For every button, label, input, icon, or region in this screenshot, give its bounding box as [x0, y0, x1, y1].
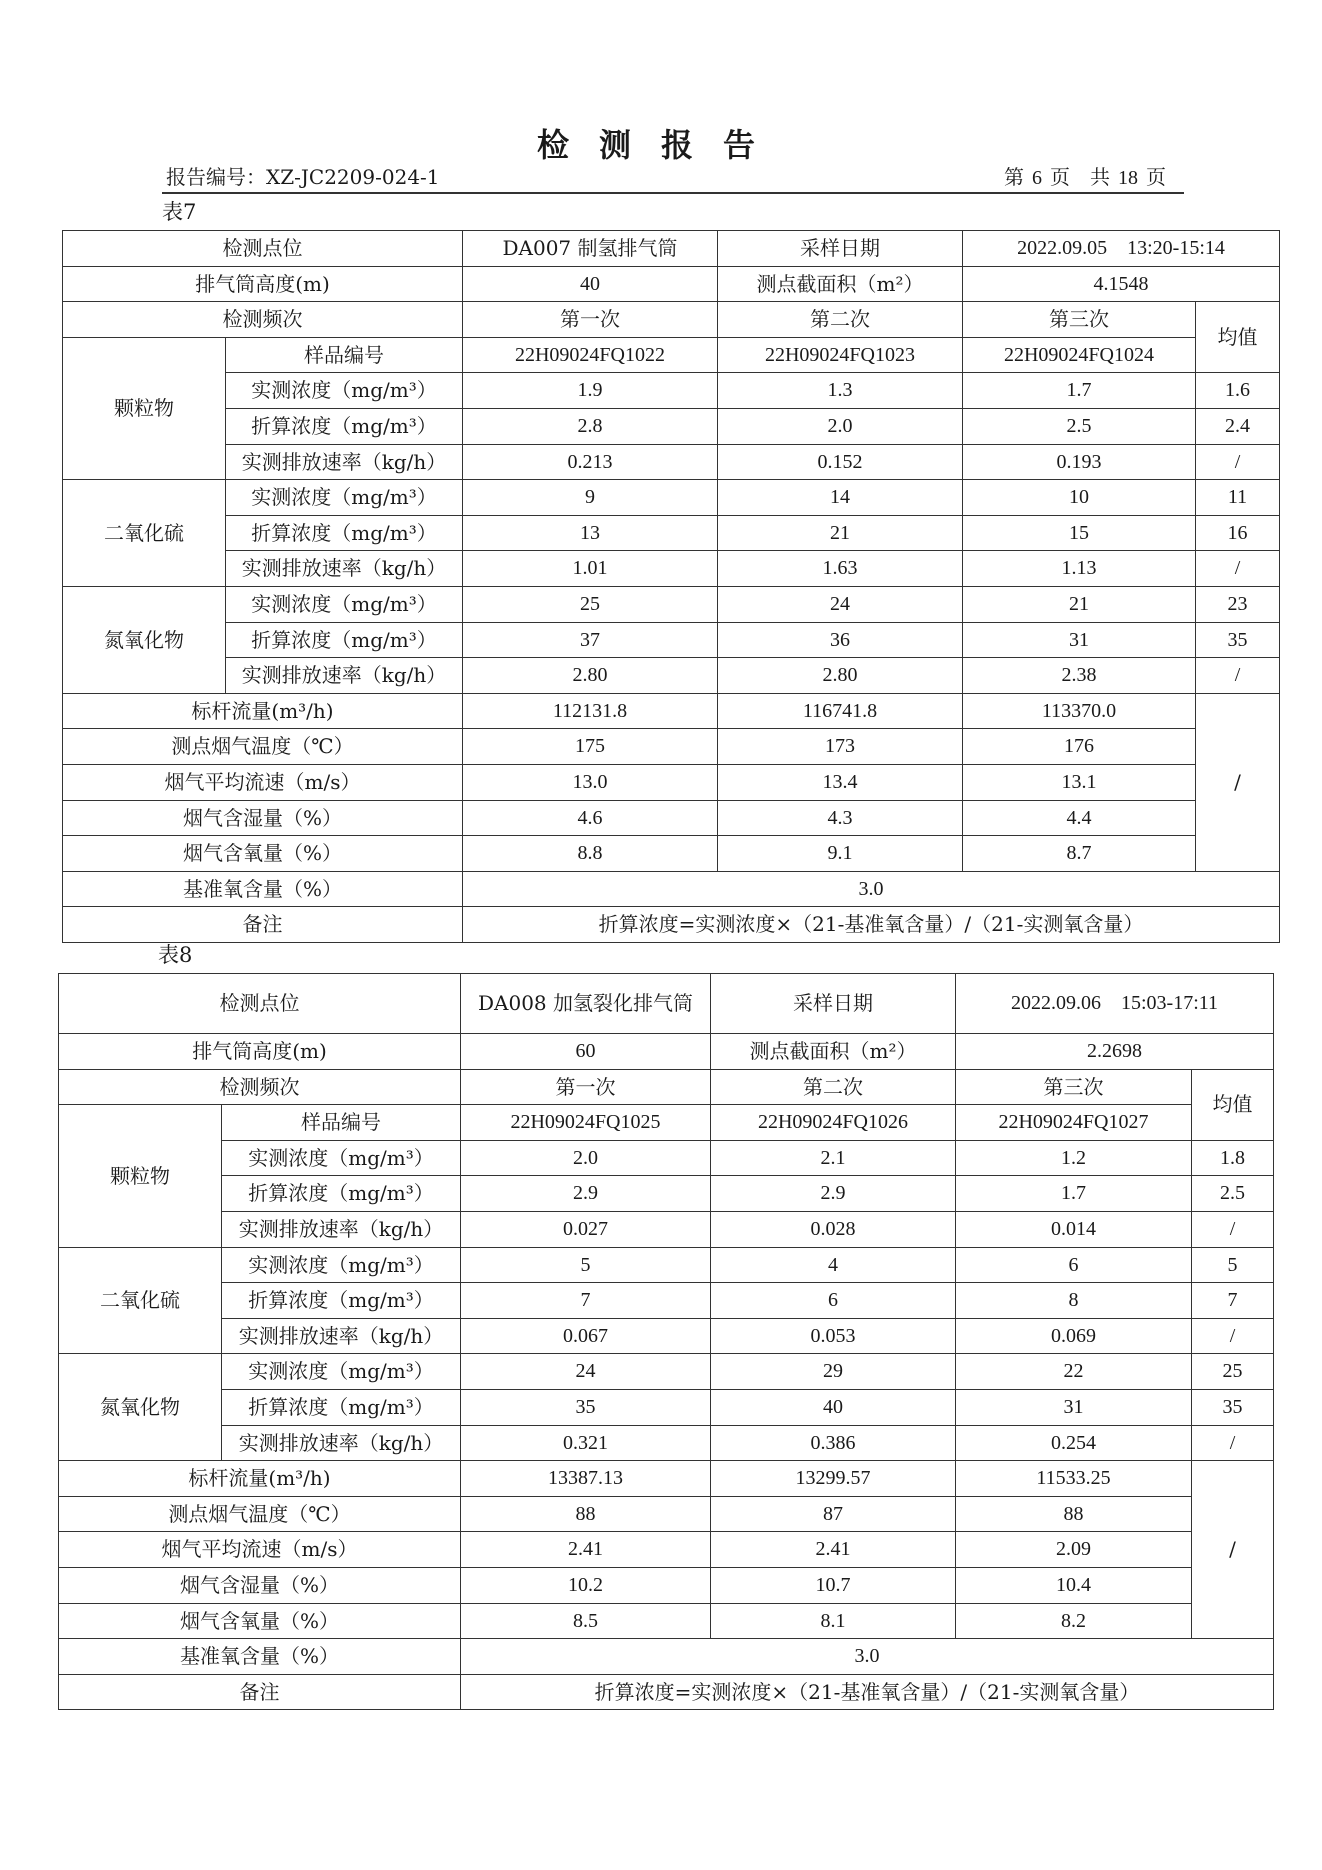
- table-row: [63, 907, 1280, 943]
- area-value: 4.1548: [963, 266, 1280, 302]
- value-cell: 1.9: [463, 373, 718, 409]
- label-cell: 第一次: [463, 302, 718, 338]
- avg-cell: /: [1196, 444, 1280, 480]
- table-row: [63, 658, 1280, 694]
- area-value: 2.2698: [956, 1034, 1274, 1070]
- label-cell: 折算浓度（mg/m³）: [222, 1176, 461, 1212]
- value-cell: 21: [963, 586, 1196, 622]
- label-cell: 测点截面积（m²）: [718, 266, 963, 302]
- table-row: [59, 1567, 1274, 1603]
- table-row: [63, 515, 1280, 551]
- label-cell: 实测浓度（mg/m³）: [226, 586, 463, 622]
- date-value: 2022.09.05 13:20-15:14: [963, 231, 1280, 267]
- table-row: [59, 1461, 1274, 1497]
- avg-cell: 5: [1192, 1247, 1274, 1283]
- value-cell: 2.5: [963, 408, 1196, 444]
- table-row: [59, 1105, 1274, 1141]
- label-cell: 备注: [63, 907, 463, 943]
- value-cell: 13.0: [463, 764, 718, 800]
- value-cell: 0.193: [963, 444, 1196, 480]
- label-cell: 烟气平均流速（m/s）: [63, 764, 463, 800]
- avg-cell: 2.5: [1192, 1176, 1274, 1212]
- avg-cell: 7: [1192, 1283, 1274, 1319]
- value-cell: 2.0: [461, 1140, 711, 1176]
- table-row: [63, 551, 1280, 587]
- value-cell: 9: [463, 480, 718, 516]
- value-cell: 2.41: [461, 1532, 711, 1568]
- label-cell: 检测点位: [59, 974, 461, 1034]
- label-cell: 实测排放速率（kg/h）: [226, 658, 463, 694]
- page-total: 18: [1118, 167, 1138, 189]
- label-cell: 基准氧含量（%）: [63, 871, 463, 907]
- table-row: [59, 1283, 1274, 1319]
- group-label: 二氧化硫: [59, 1247, 222, 1354]
- table-row: [63, 693, 1280, 729]
- avg-cell: /: [1192, 1318, 1274, 1354]
- table-row: [63, 231, 1280, 267]
- value-cell: 24: [461, 1354, 711, 1390]
- label-cell: 折算浓度（mg/m³）: [222, 1283, 461, 1319]
- value-cell: 2.8: [463, 408, 718, 444]
- page-prefix: 第: [1004, 165, 1024, 189]
- value-cell: 0.069: [956, 1318, 1192, 1354]
- table-8: [58, 973, 1274, 1710]
- value-cell: 1.3: [718, 373, 963, 409]
- value-cell: 31: [963, 622, 1196, 658]
- sample-no: 22H09024FQ1024: [963, 337, 1196, 373]
- value-cell: 88: [956, 1496, 1192, 1532]
- label-cell: 检测点位: [63, 231, 463, 267]
- table-row: [63, 444, 1280, 480]
- ref-oxygen-value: 3.0: [463, 871, 1280, 907]
- avg-cell: 16: [1196, 515, 1280, 551]
- table-7-label: 表7: [162, 200, 197, 224]
- value-cell: 4: [711, 1247, 956, 1283]
- value-cell: 40: [711, 1389, 956, 1425]
- value-cell: 24: [718, 586, 963, 622]
- label-cell: 折算浓度（mg/m³）: [226, 622, 463, 658]
- table-row: [63, 622, 1280, 658]
- label-cell: 检测频次: [63, 302, 463, 338]
- label-cell: 实测排放速率（kg/h）: [222, 1211, 461, 1247]
- table-row: [59, 1354, 1274, 1390]
- label-cell: 测点截面积（m²）: [711, 1034, 956, 1070]
- value-cell: 0.067: [461, 1318, 711, 1354]
- label-cell: 烟气平均流速（m/s）: [59, 1532, 461, 1568]
- value-cell: 13.4: [718, 764, 963, 800]
- value-cell: 7: [461, 1283, 711, 1319]
- value-cell: 22: [956, 1354, 1192, 1390]
- value-cell: 2.80: [463, 658, 718, 694]
- table-row: [63, 836, 1280, 872]
- table-row: [63, 586, 1280, 622]
- table-row: [63, 302, 1280, 338]
- value-cell: 10: [963, 480, 1196, 516]
- value-cell: 4.4: [963, 800, 1196, 836]
- value-cell: 1.01: [463, 551, 718, 587]
- table-7: [62, 230, 1280, 943]
- label-cell: 折算浓度（mg/m³）: [222, 1389, 461, 1425]
- value-cell: 2.9: [711, 1176, 956, 1212]
- sample-no: 22H09024FQ1023: [718, 337, 963, 373]
- slash-cell: /: [1196, 693, 1280, 871]
- label-cell: 采样日期: [718, 231, 963, 267]
- value-cell: 1.7: [956, 1176, 1192, 1212]
- value-cell: 6: [956, 1247, 1192, 1283]
- label-cell: 第三次: [963, 302, 1196, 338]
- avg-cell: 11: [1196, 480, 1280, 516]
- value-cell: 14: [718, 480, 963, 516]
- group-label: 二氧化硫: [63, 480, 226, 587]
- label-cell: 均值: [1192, 1069, 1274, 1140]
- value-cell: 2.80: [718, 658, 963, 694]
- value-cell: 0.028: [711, 1211, 956, 1247]
- avg-cell: /: [1192, 1425, 1274, 1461]
- value-cell: 36: [718, 622, 963, 658]
- table-row: [59, 1425, 1274, 1461]
- value-cell: 13: [463, 515, 718, 551]
- table-row: [59, 1496, 1274, 1532]
- value-cell: 4.6: [463, 800, 718, 836]
- label-cell: 样品编号: [222, 1105, 461, 1141]
- group-label: 颗粒物: [59, 1105, 222, 1247]
- label-cell: 实测排放速率（kg/h）: [222, 1425, 461, 1461]
- table-row: [63, 408, 1280, 444]
- date-value: 2022.09.06 15:03-17:11: [956, 974, 1274, 1034]
- label-cell: 第二次: [711, 1069, 956, 1105]
- value-cell: 2.38: [963, 658, 1196, 694]
- value-cell: 2.0: [718, 408, 963, 444]
- table-row: [59, 1176, 1274, 1212]
- label-cell: 测点烟气温度（℃）: [63, 729, 463, 765]
- value-cell: 113370.0: [963, 693, 1196, 729]
- value-cell: 10.7: [711, 1567, 956, 1603]
- value-cell: 0.386: [711, 1425, 956, 1461]
- value-cell: 0.213: [463, 444, 718, 480]
- avg-cell: 1.8: [1192, 1140, 1274, 1176]
- point-value: DA007 制氢排气筒: [463, 231, 718, 267]
- label-cell: 均值: [1196, 302, 1280, 373]
- label-cell: 折算浓度（mg/m³）: [226, 515, 463, 551]
- table-row: [59, 1069, 1274, 1105]
- avg-cell: /: [1196, 551, 1280, 587]
- report-title: 检测报告: [536, 126, 785, 164]
- sample-no: 22H09024FQ1025: [461, 1105, 711, 1141]
- table-row: [59, 974, 1274, 1034]
- table-row: [59, 1211, 1274, 1247]
- label-cell: 折算浓度（mg/m³）: [226, 408, 463, 444]
- label-cell: 实测浓度（mg/m³）: [226, 373, 463, 409]
- label-cell: 备注: [59, 1674, 461, 1710]
- value-cell: 116741.8: [718, 693, 963, 729]
- value-cell: 8.7: [963, 836, 1196, 872]
- table-row: [63, 373, 1280, 409]
- value-cell: 0.254: [956, 1425, 1192, 1461]
- group-label: 氮氧化物: [63, 586, 226, 693]
- table-row: [63, 480, 1280, 516]
- page-number: 6: [1032, 167, 1042, 189]
- label-cell: 排气筒高度(m): [59, 1034, 461, 1070]
- value-cell: 25: [463, 586, 718, 622]
- sample-no: 22H09024FQ1026: [711, 1105, 956, 1141]
- value-cell: 1.7: [963, 373, 1196, 409]
- report-header: [162, 162, 1184, 194]
- label-cell: 实测排放速率（kg/h）: [226, 444, 463, 480]
- value-cell: 1.2: [956, 1140, 1192, 1176]
- label-cell: 实测排放速率（kg/h）: [222, 1318, 461, 1354]
- table-row: [59, 1674, 1274, 1710]
- value-cell: 112131.8: [463, 693, 718, 729]
- label-cell: 烟气含氧量（%）: [63, 836, 463, 872]
- label-cell: 排气筒高度(m): [63, 266, 463, 302]
- table-row: [59, 1318, 1274, 1354]
- table-row: [63, 337, 1280, 373]
- table-row: [63, 729, 1280, 765]
- value-cell: 1.13: [963, 551, 1196, 587]
- label-cell: 实测浓度（mg/m³）: [226, 480, 463, 516]
- remark-value: 折算浓度=实测浓度×（21-基准氧含量）/（21-实测氧含量）: [463, 907, 1280, 943]
- value-cell: 0.053: [711, 1318, 956, 1354]
- label-cell: 实测排放速率（kg/h）: [226, 551, 463, 587]
- label-cell: 检测频次: [59, 1069, 461, 1105]
- slash-cell: /: [1192, 1461, 1274, 1639]
- value-cell: 0.152: [718, 444, 963, 480]
- value-cell: 8.5: [461, 1603, 711, 1639]
- value-cell: 0.321: [461, 1425, 711, 1461]
- value-cell: 37: [463, 622, 718, 658]
- sample-no: 22H09024FQ1027: [956, 1105, 1192, 1141]
- page-indicator: [1000, 161, 1170, 190]
- height-value: 60: [461, 1034, 711, 1070]
- value-cell: 9.1: [718, 836, 963, 872]
- label-cell: 采样日期: [711, 974, 956, 1034]
- label-cell: 实测浓度（mg/m³）: [222, 1354, 461, 1390]
- value-cell: 10.2: [461, 1567, 711, 1603]
- table-row: [59, 1034, 1274, 1070]
- group-label: 颗粒物: [63, 337, 226, 479]
- table-row: [63, 800, 1280, 836]
- value-cell: 5: [461, 1247, 711, 1283]
- table-row: [59, 1247, 1274, 1283]
- value-cell: 8.1: [711, 1603, 956, 1639]
- table-8-label: 表8: [158, 943, 193, 967]
- sample-no: 22H09024FQ1022: [463, 337, 718, 373]
- value-cell: 176: [963, 729, 1196, 765]
- label-cell: 实测浓度（mg/m³）: [222, 1247, 461, 1283]
- value-cell: 13.1: [963, 764, 1196, 800]
- label-cell: 测点烟气温度（℃）: [59, 1496, 461, 1532]
- label-cell: 第二次: [718, 302, 963, 338]
- value-cell: 173: [718, 729, 963, 765]
- ref-oxygen-value: 3.0: [461, 1639, 1274, 1675]
- value-cell: 2.41: [711, 1532, 956, 1568]
- avg-cell: 35: [1196, 622, 1280, 658]
- value-cell: 29: [711, 1354, 956, 1390]
- label-cell: 标杆流量(m³/h): [63, 693, 463, 729]
- avg-cell: /: [1192, 1211, 1274, 1247]
- value-cell: 8.8: [463, 836, 718, 872]
- value-cell: 2.09: [956, 1532, 1192, 1568]
- label-cell: 烟气含湿量（%）: [63, 800, 463, 836]
- value-cell: 13387.13: [461, 1461, 711, 1497]
- value-cell: 87: [711, 1496, 956, 1532]
- value-cell: 8: [956, 1283, 1192, 1319]
- label-cell: 样品编号: [226, 337, 463, 373]
- height-value: 40: [463, 266, 718, 302]
- avg-cell: 2.4: [1196, 408, 1280, 444]
- table-row: [59, 1639, 1274, 1675]
- value-cell: 8.2: [956, 1603, 1192, 1639]
- avg-cell: 25: [1192, 1354, 1274, 1390]
- value-cell: 0.014: [956, 1211, 1192, 1247]
- value-cell: 4.3: [718, 800, 963, 836]
- report-number: 报告编号：XZ-JC2209-024-1: [166, 165, 440, 189]
- value-cell: 21: [718, 515, 963, 551]
- label-cell: 烟气含湿量（%）: [59, 1567, 461, 1603]
- remark-value: 折算浓度=实测浓度×（21-基准氧含量）/（21-实测氧含量）: [461, 1674, 1274, 1710]
- table-row: [63, 764, 1280, 800]
- table-row: [59, 1532, 1274, 1568]
- avg-cell: /: [1196, 658, 1280, 694]
- table-row: [63, 871, 1280, 907]
- page-mid: 页 共: [1050, 165, 1110, 189]
- value-cell: 11533.25: [956, 1461, 1192, 1497]
- table-row: [59, 1603, 1274, 1639]
- label-cell: 基准氧含量（%）: [59, 1639, 461, 1675]
- value-cell: 10.4: [956, 1567, 1192, 1603]
- label-cell: 实测浓度（mg/m³）: [222, 1140, 461, 1176]
- table-row: [59, 1389, 1274, 1425]
- page-suffix: 页: [1146, 165, 1166, 189]
- value-cell: 6: [711, 1283, 956, 1319]
- label-cell: 第三次: [956, 1069, 1192, 1105]
- value-cell: 175: [463, 729, 718, 765]
- value-cell: 2.1: [711, 1140, 956, 1176]
- group-label: 氮氧化物: [59, 1354, 222, 1461]
- avg-cell: 35: [1192, 1389, 1274, 1425]
- table-row: [63, 266, 1280, 302]
- avg-cell: 1.6: [1196, 373, 1280, 409]
- value-cell: 88: [461, 1496, 711, 1532]
- avg-cell: 23: [1196, 586, 1280, 622]
- value-cell: 13299.57: [711, 1461, 956, 1497]
- label-cell: 烟气含氧量（%）: [59, 1603, 461, 1639]
- value-cell: 1.63: [718, 551, 963, 587]
- point-value: DA008 加氢裂化排气筒: [461, 974, 711, 1034]
- value-cell: 15: [963, 515, 1196, 551]
- label-cell: 第一次: [461, 1069, 711, 1105]
- value-cell: 35: [461, 1389, 711, 1425]
- label-cell: 标杆流量(m³/h): [59, 1461, 461, 1497]
- table-row: [59, 1140, 1274, 1176]
- value-cell: 2.9: [461, 1176, 711, 1212]
- value-cell: 31: [956, 1389, 1192, 1425]
- value-cell: 0.027: [461, 1211, 711, 1247]
